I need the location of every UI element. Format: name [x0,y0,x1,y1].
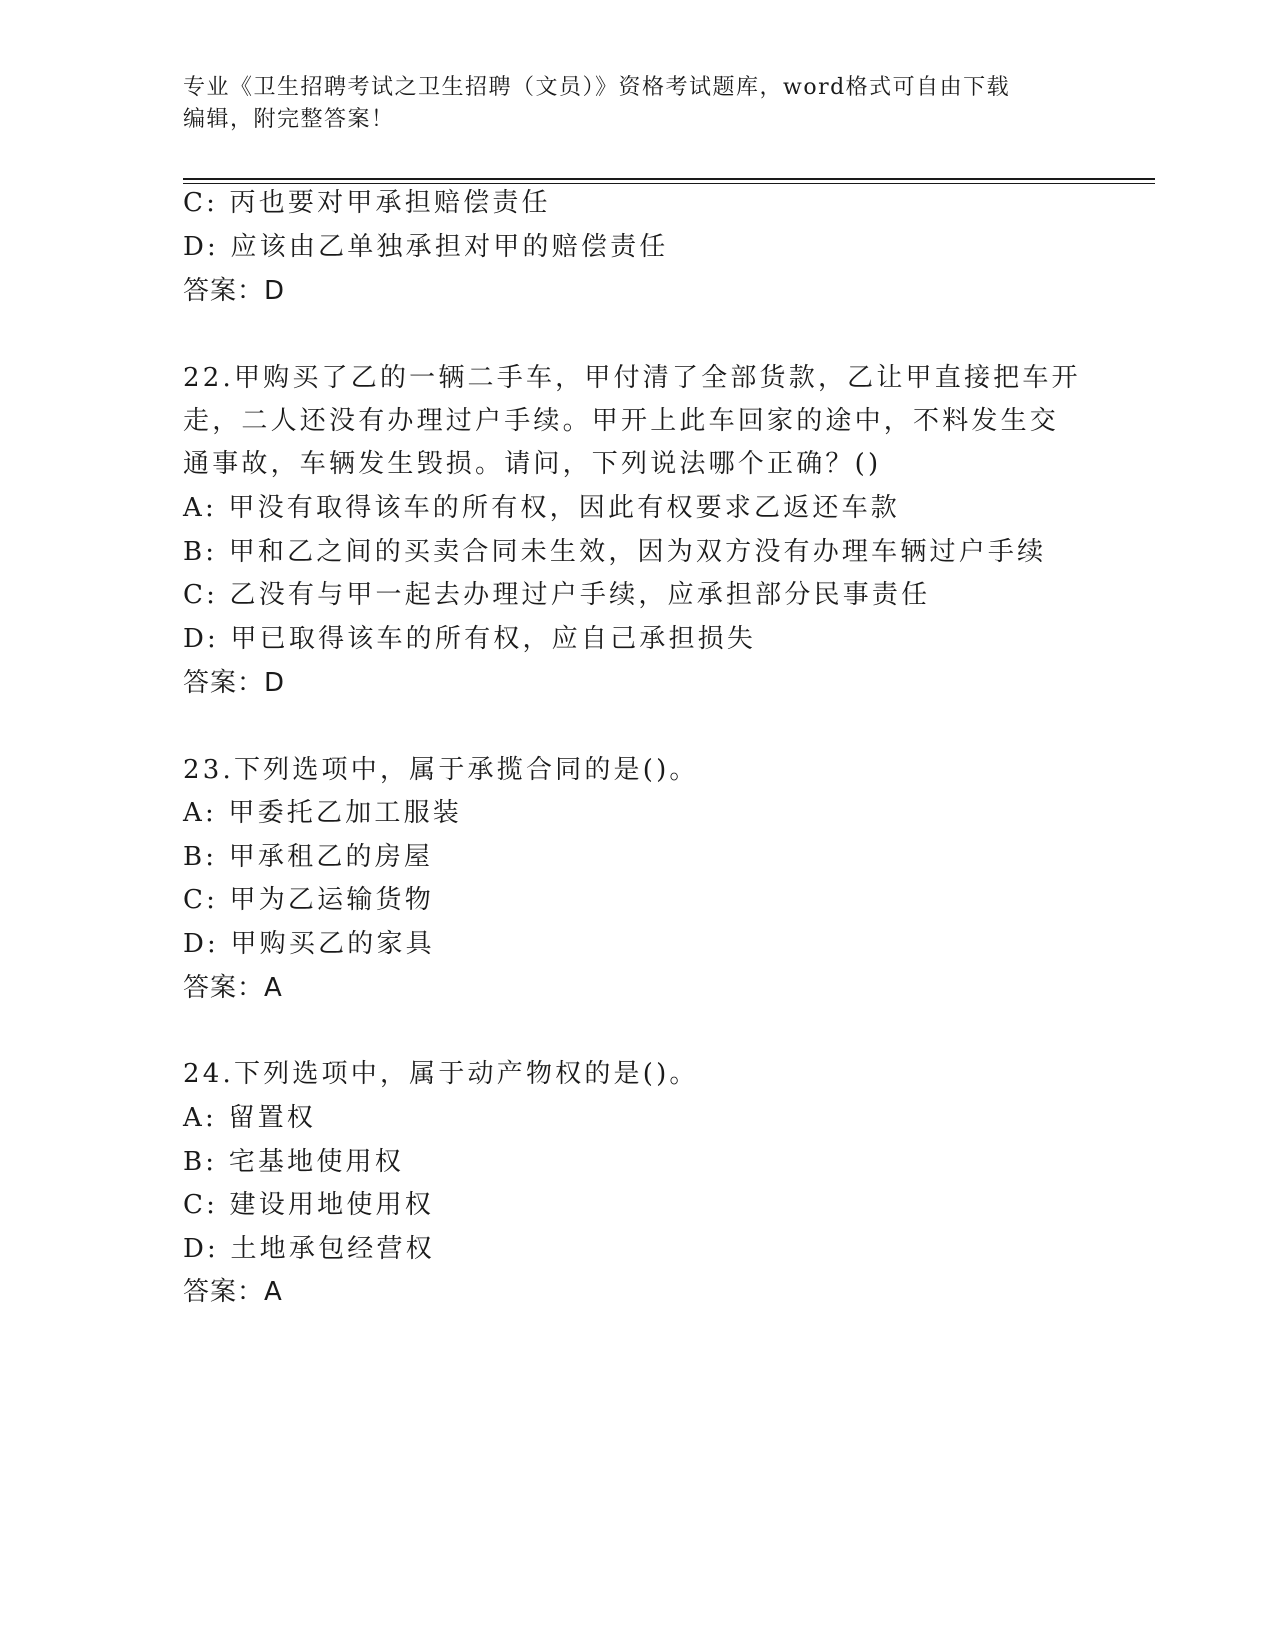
q23-option-d: D: 甲购买乙的家具 [183,929,435,959]
q22-stem-line-2: 走，二人还没有办理过户手续。甲开上此车回家的途中，不料发生交 [183,406,1060,436]
q23-answer: 答案：A [183,973,283,1003]
q23-option-c: C: 甲为乙运输货物 [183,885,434,915]
q22-option-b: B: 甲和乙之间的买卖合同未生效，因为双方没有办理车辆过户手续 [183,537,1047,567]
q22-answer: 答案：D [183,668,286,698]
q22-stem-line-1: 22.甲购买了乙的一辆二手车，甲付清了全部货款，乙让甲直接把车开 [183,363,1081,393]
q22-option-c: C: 乙没有与甲一起去办理过户手续，应承担部分民事责任 [183,580,931,610]
header-divider-thin [183,183,1155,184]
q24-option-a: A: 留置权 [183,1103,317,1133]
q24-answer: 答案：A [183,1277,283,1307]
q24-option-d: D: 土地承包经营权 [183,1234,435,1264]
header-divider-thick [183,178,1155,180]
header-line-2: 编辑，附完整答案！ [183,107,395,132]
prev-option-c: C: 丙也要对甲承担赔偿责任 [183,188,551,218]
header-line-1: 专业《卫生招聘考试之卫生招聘（文员）》资格考试题库，word格式可自由下载 [183,75,1011,100]
q23-option-b: B: 甲承租乙的房屋 [183,842,434,872]
q24-option-c: C: 建设用地使用权 [183,1190,434,1220]
prev-answer: 答案：D [183,276,286,306]
q22-option-d: D: 甲已取得该车的所有权，应自己承担损失 [183,624,757,654]
q22-stem-line-3: 通事故，车辆发生毁损。请问，下列说法哪个正确？() [183,449,882,479]
q24-option-b: B: 宅基地使用权 [183,1147,404,1177]
q23-stem: 23.下列选项中，属于承揽合同的是()。 [183,755,699,785]
q22-option-a: A: 甲没有取得该车的所有权，因此有权要求乙返还车款 [183,493,901,523]
prev-option-d: D: 应该由乙单独承担对甲的赔偿责任 [183,232,669,262]
document-header [183,72,1063,136]
q24-stem: 24.下列选项中，属于动产物权的是()。 [183,1059,699,1089]
q23-option-a: A: 甲委托乙加工服装 [183,798,463,828]
